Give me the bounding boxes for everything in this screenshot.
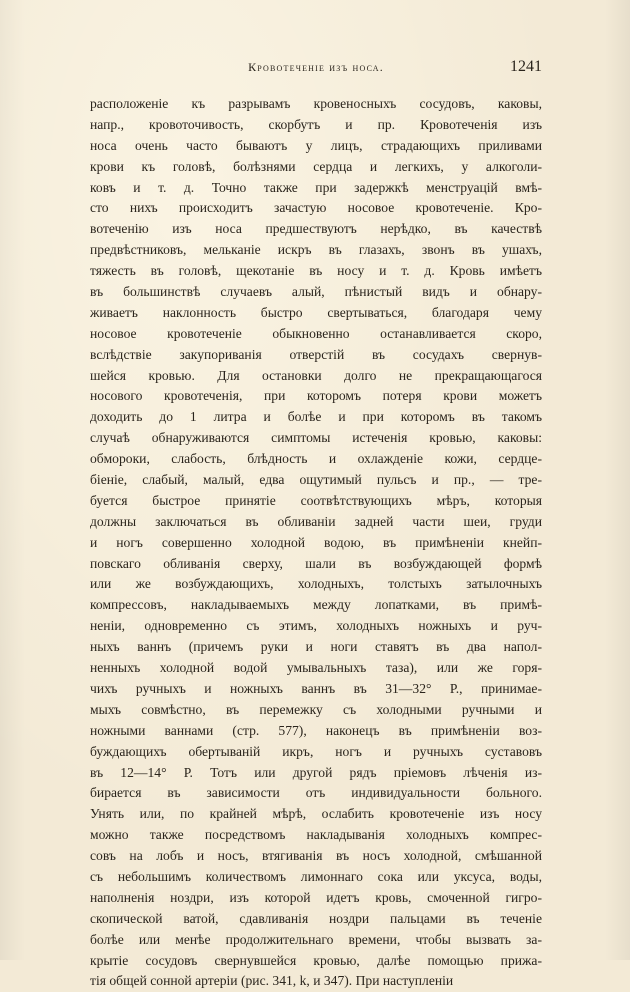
text-line: ковъ и т. д. Точно также при задержкѣ менструацій вмѣ- xyxy=(90,179,542,195)
text-line: должны заключаться въ обливаніи задней части шеи, груди xyxy=(90,513,542,529)
text-line: буется быстрое принятіе соотвѣтствующихъ мѣръ, которыя xyxy=(90,492,542,508)
text-line: тяжесть въ головѣ, щекотаніе въ носу и т. д. Кровь имѣетъ xyxy=(90,263,542,279)
text-line: живаетъ наклонность быстро свертываться, благодаря чему xyxy=(90,304,542,320)
text-line: компрессовъ, накладываемыхъ между лопатками, въ примѣ- xyxy=(90,597,542,613)
text-line: мыхъ совмѣстно, въ перемежку съ холодными ручными и xyxy=(90,701,542,717)
text-line: ненныхъ холодной водой умывальныхъ таза), или же горя- xyxy=(90,660,542,676)
text-line: въ 12—14° Р. Тотъ или другой рядъ пріемовъ лѣченія из- xyxy=(90,764,542,780)
text-line: можно также посредствомъ накладыванія холодныхъ компрес- xyxy=(90,827,542,843)
text-line: повскаго обливанія сверху, шали въ возбуждающей формѣ xyxy=(90,555,542,571)
text-line: крытіе сосудовъ свернувшейся кровью, далѣе помощью прижа- xyxy=(90,952,542,968)
running-title: Кровотеченіе изъ носа. xyxy=(248,60,384,74)
body-text xyxy=(90,94,542,992)
text-line: ныхъ ваннъ (причемъ руки и ноги ставятъ въ два напол- xyxy=(90,639,542,655)
text-line: скопической ватой, сдавливанія ноздри пальцами въ теченіе xyxy=(90,910,542,926)
text-line: носовое кровотеченіе обыкновенно останавливается скоро, xyxy=(90,325,542,341)
text-line: предвѣстниковъ, мельканіе искръ въ глазахъ, звонъ въ ушахъ, xyxy=(90,242,542,258)
text-line: носового кровотеченія, при которомъ потеря крови можетъ xyxy=(90,388,542,404)
text-line: въ большинствѣ случаевъ алый, пѣнистый видъ и обнару- xyxy=(90,284,542,300)
text-line: біеніе, слабый, малый, едва ощутимый пульсъ и пр., — тре- xyxy=(90,472,542,488)
text-line: тія общей сонной артеріи (рис. 341, k, и 347). При наступленіи xyxy=(90,973,454,989)
text-line: неніи, одновременно съ этимъ, холодныхъ ножныхъ и руч- xyxy=(90,618,542,634)
text-line: болѣе или менѣе продолжительнаго времени, чтобы вызвать за- xyxy=(90,931,542,947)
text-line: Унять или, по крайней мѣрѣ, ослабить кровотеченіе изъ носу xyxy=(90,806,542,822)
text-line: съ небольшимъ количествомъ лимоннаго сока или уксуса, воды, xyxy=(90,868,542,884)
text-line: сто нихъ происходитъ зачастую носовое кровотеченіе. Кро- xyxy=(90,200,542,216)
text-line: вотеченію изъ носа предшествуютъ нерѣдко, въ качествѣ xyxy=(90,221,542,237)
page-header xyxy=(90,58,542,82)
text-line: обмороки, слабость, блѣдность и охлажденіе кожи, сердце- xyxy=(90,451,542,467)
text-line: доходить до 1 литра и болѣе и при которомъ въ такомъ xyxy=(90,409,542,425)
text-line: чихъ ручныхъ и ножныхъ ваннъ въ 31—32° Р., принимае- xyxy=(90,680,542,696)
text-line: вслѣдствіе закупориванія отверстій въ сосудахъ свернув- xyxy=(90,346,542,362)
text-line: или же возбуждающихъ, холодныхъ, толстыхъ затылочныхъ xyxy=(90,576,542,592)
text-line: наполненія ноздри, изъ которой идетъ кровь, смоченной гигро- xyxy=(90,889,542,905)
text-line: шейся кровью. Для остановки долго не прекращающагося xyxy=(90,367,542,383)
page-number: 1241 xyxy=(510,58,542,75)
text-line: и ногъ совершенно холодной водою, въ примѣненіи кнейп- xyxy=(90,534,542,550)
text-line: буждающихъ обертываній икръ, ногъ и ручныхъ суставовъ xyxy=(90,743,542,759)
text-line: напр., кровоточивость, скорбутъ и пр. Кровотеченія изъ xyxy=(90,116,542,132)
text-line: крови къ головѣ, болѣзнями сердца и легкихъ, у алкоголи- xyxy=(90,158,542,174)
text-line: бирается въ зависимости отъ индивидуальности больного. xyxy=(90,785,542,801)
text-line: ножными ваннами (стр. 577), наконецъ въ примѣненіи воз- xyxy=(90,722,542,738)
text-line: расположеніе къ разрывамъ кровеносныхъ сосудовъ, каковы, xyxy=(90,96,542,111)
text-line: совъ на лобъ и носъ, втягиванія въ носъ холодной, смѣшанной xyxy=(90,848,542,864)
text-line: случаѣ обнаруживаются симптомы истеченія кровью, каковы: xyxy=(90,430,542,446)
text-line: носа очень часто бываютъ у лицъ, страдающихъ приливами xyxy=(90,137,542,153)
